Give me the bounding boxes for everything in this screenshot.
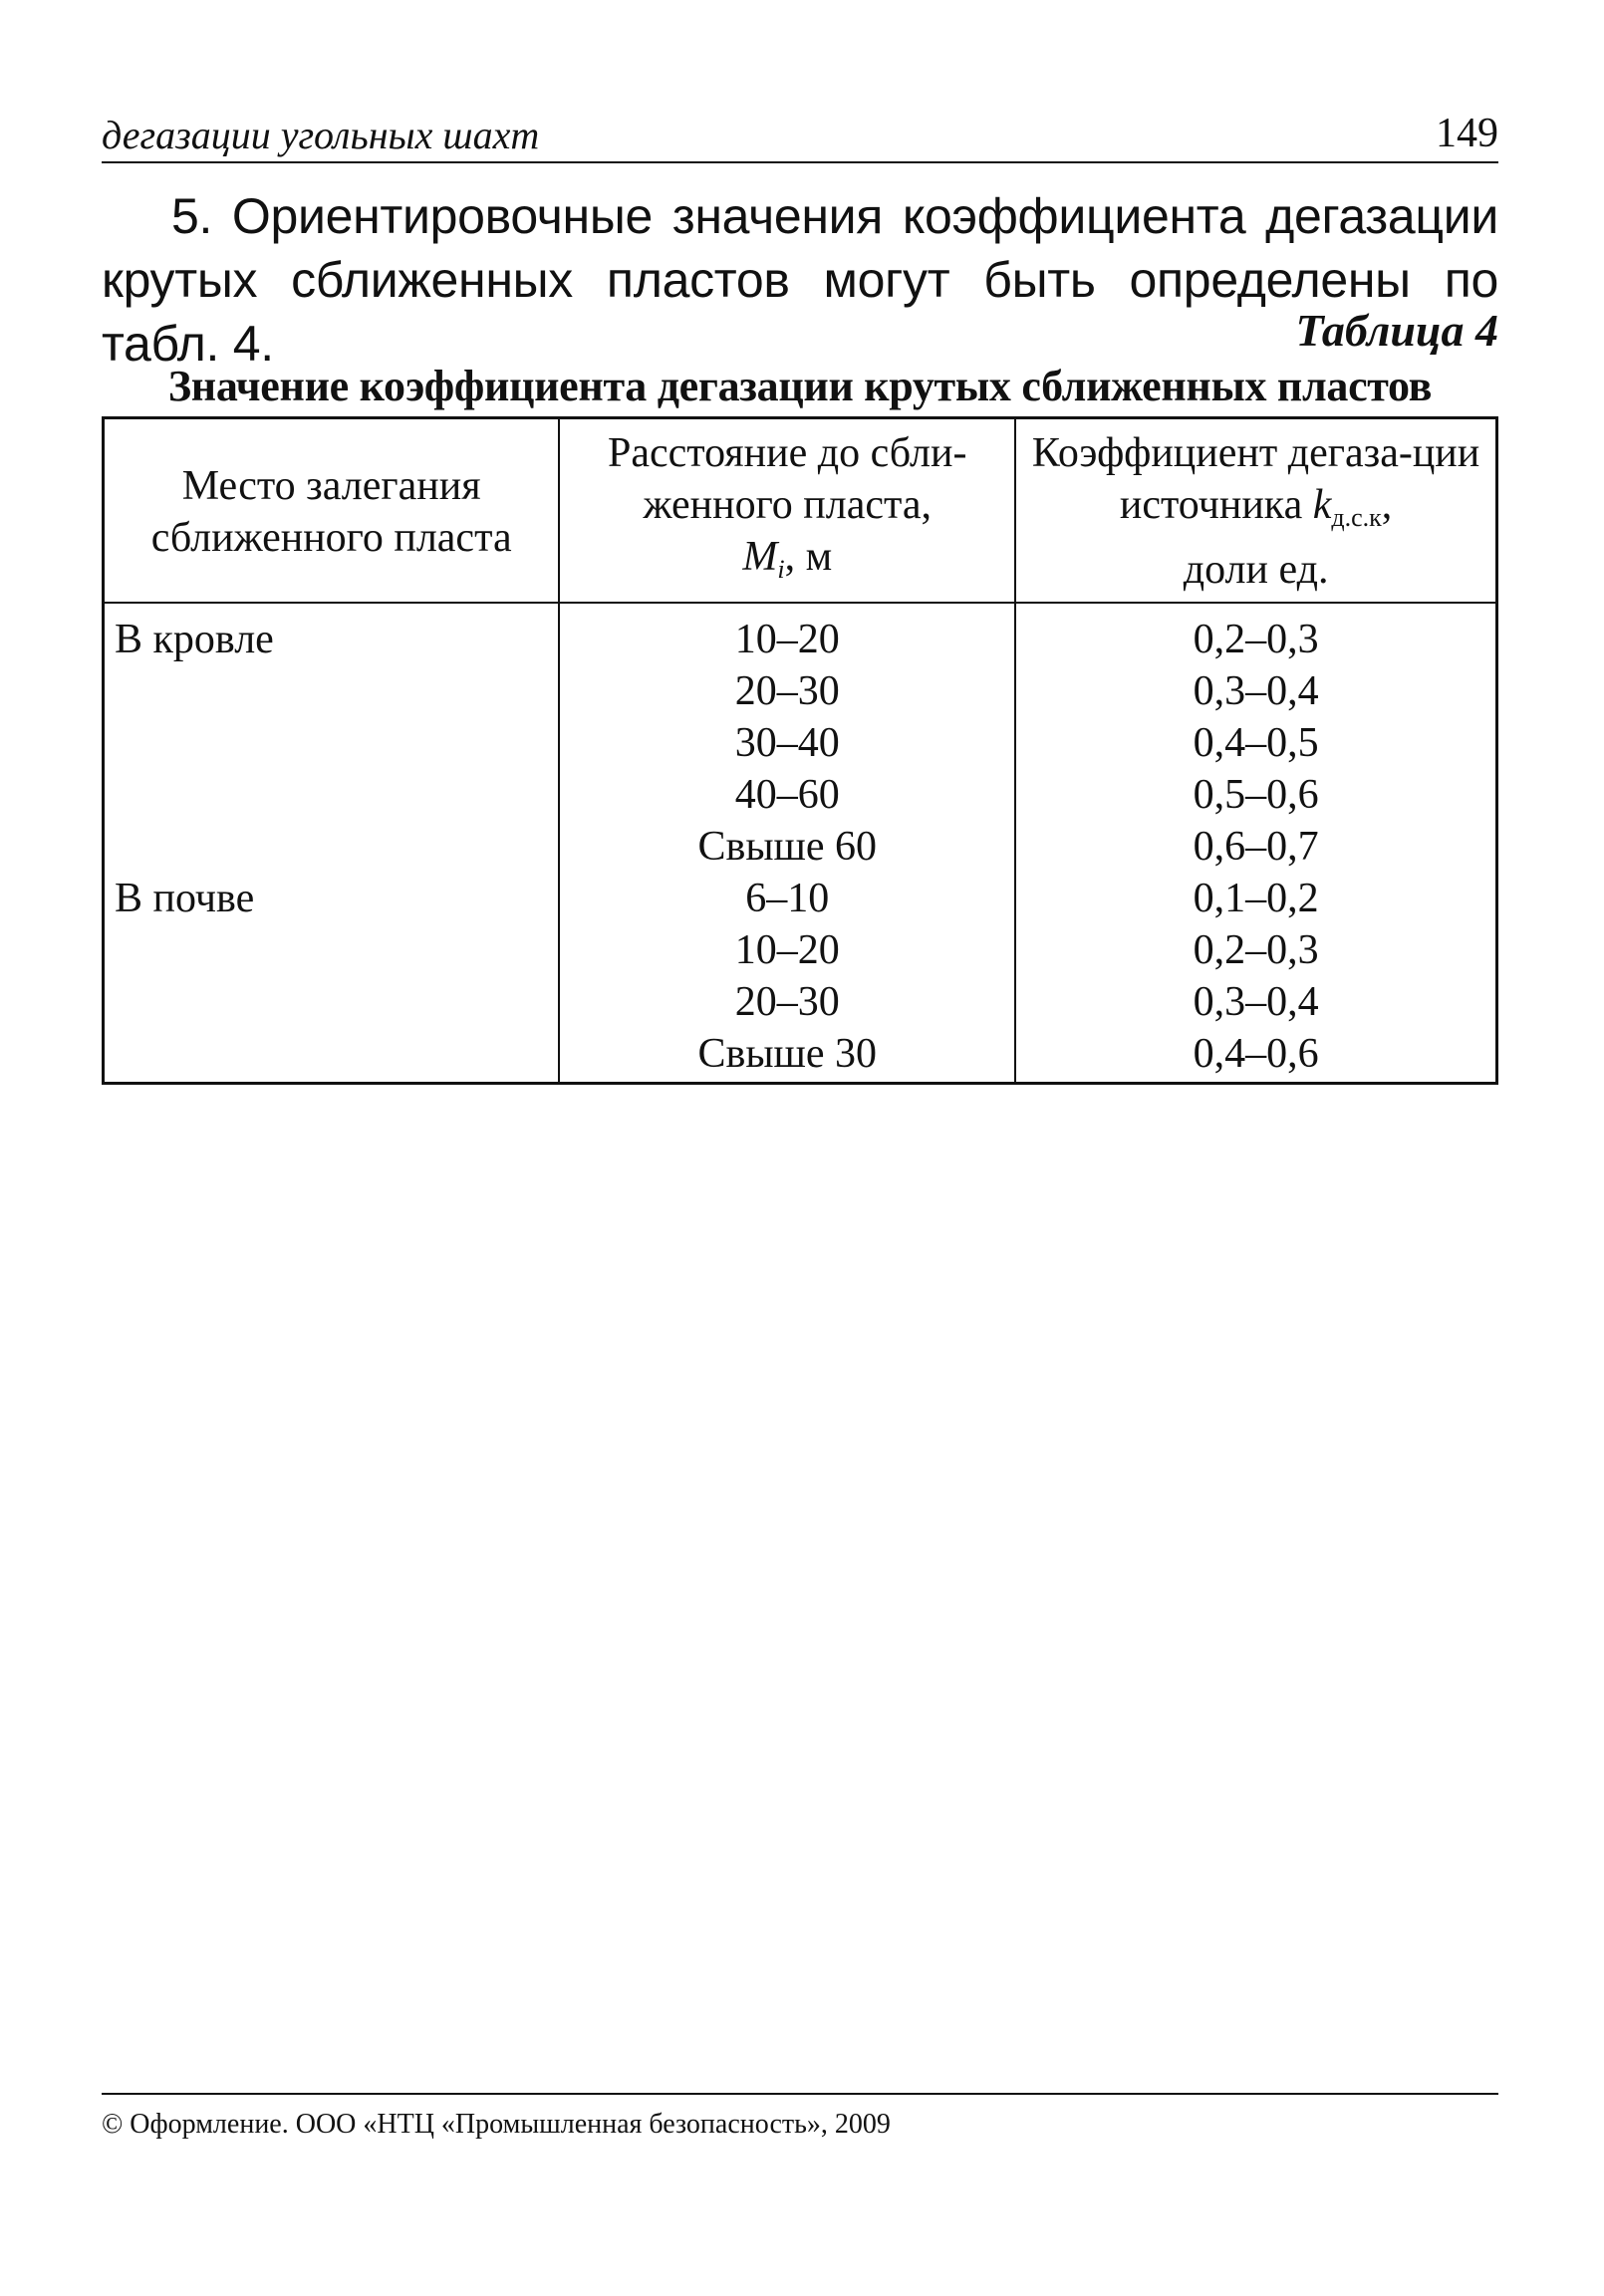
table-row [104,821,1497,873]
table-row [104,665,1497,717]
header-coef-text: Коэффициент дегаза-ции источника [1031,430,1480,528]
cell-distance: 10–20 [559,603,1015,665]
table-row [104,717,1497,769]
header-distance [559,418,1015,604]
cell-place [104,976,560,1028]
cell-coefficient: 0,4–0,6 [1015,1028,1496,1084]
header-coef-suffix: , [1381,482,1393,528]
cell-distance: 20–30 [559,976,1015,1028]
cell-coefficient: 0,1–0,2 [1015,873,1496,924]
cell-coefficient: 0,6–0,7 [1015,821,1496,873]
cell-coefficient: 0,2–0,3 [1015,603,1496,665]
table-row [104,1028,1497,1084]
cell-coefficient: 0,3–0,4 [1015,976,1496,1028]
cell-place: В почве [104,873,560,924]
cell-distance: 30–40 [559,717,1015,769]
cell-distance: Свыше 30 [559,1028,1015,1084]
cell-place: В кровле [104,603,560,665]
running-title: дегазации угольных шахт [102,113,540,157]
cell-place [104,769,560,821]
cell-coefficient: 0,5–0,6 [1015,769,1496,821]
page-number: 149 [1436,111,1498,156]
cell-coefficient: 0,3–0,4 [1015,665,1496,717]
table-row [104,603,1497,665]
header-coef-symbol: k [1312,482,1332,528]
cell-place [104,717,560,769]
header-distance-symbol: M [742,534,778,580]
cell-distance: 40–60 [559,769,1015,821]
cell-coefficient: 0,2–0,3 [1015,924,1496,976]
header-place [104,418,560,604]
body-paragraph: 5. Ориентировочные значения коэффициента дегазации крутых сближенных пластов могут быть определены по табл. 4. [102,188,1498,372]
table-row [104,769,1497,821]
header-coefficient [1015,418,1496,604]
cell-place [104,821,560,873]
header-distance-text: Расстояние до сбли-женного пласта, [608,430,967,528]
cell-place [104,1028,560,1084]
cell-distance: Свыше 60 [559,821,1015,873]
table-row [104,873,1497,924]
cell-distance: 6–10 [559,873,1015,924]
table-label: Таблица 4 [1295,305,1498,356]
header-coef-subscript: д.с.к [1331,503,1382,532]
cell-distance: 20–30 [559,665,1015,717]
header-distance-subscript: i [777,555,785,584]
copyright-footer: © Оформление. ООО «НТЦ «Промышленная безопасность», 2009 [102,2093,1498,2141]
running-header [102,110,1498,163]
cell-place [104,665,560,717]
table-row [104,976,1497,1028]
table-body [104,603,1497,1084]
cell-coefficient: 0,4–0,5 [1015,717,1496,769]
table-caption: Значение коэффициента дегазации крутых сближенных пластов [167,362,1433,410]
cell-distance: 10–20 [559,924,1015,976]
header-place-text: Место залегания сближенного пласта [150,462,512,561]
cell-place [104,924,560,976]
header-distance-unit: , м [784,534,833,580]
table-header-row [104,418,1497,604]
degassing-coefficient-table [102,416,1498,1085]
header-coef-unit: доли ед. [1183,547,1329,593]
table-row [104,924,1497,976]
